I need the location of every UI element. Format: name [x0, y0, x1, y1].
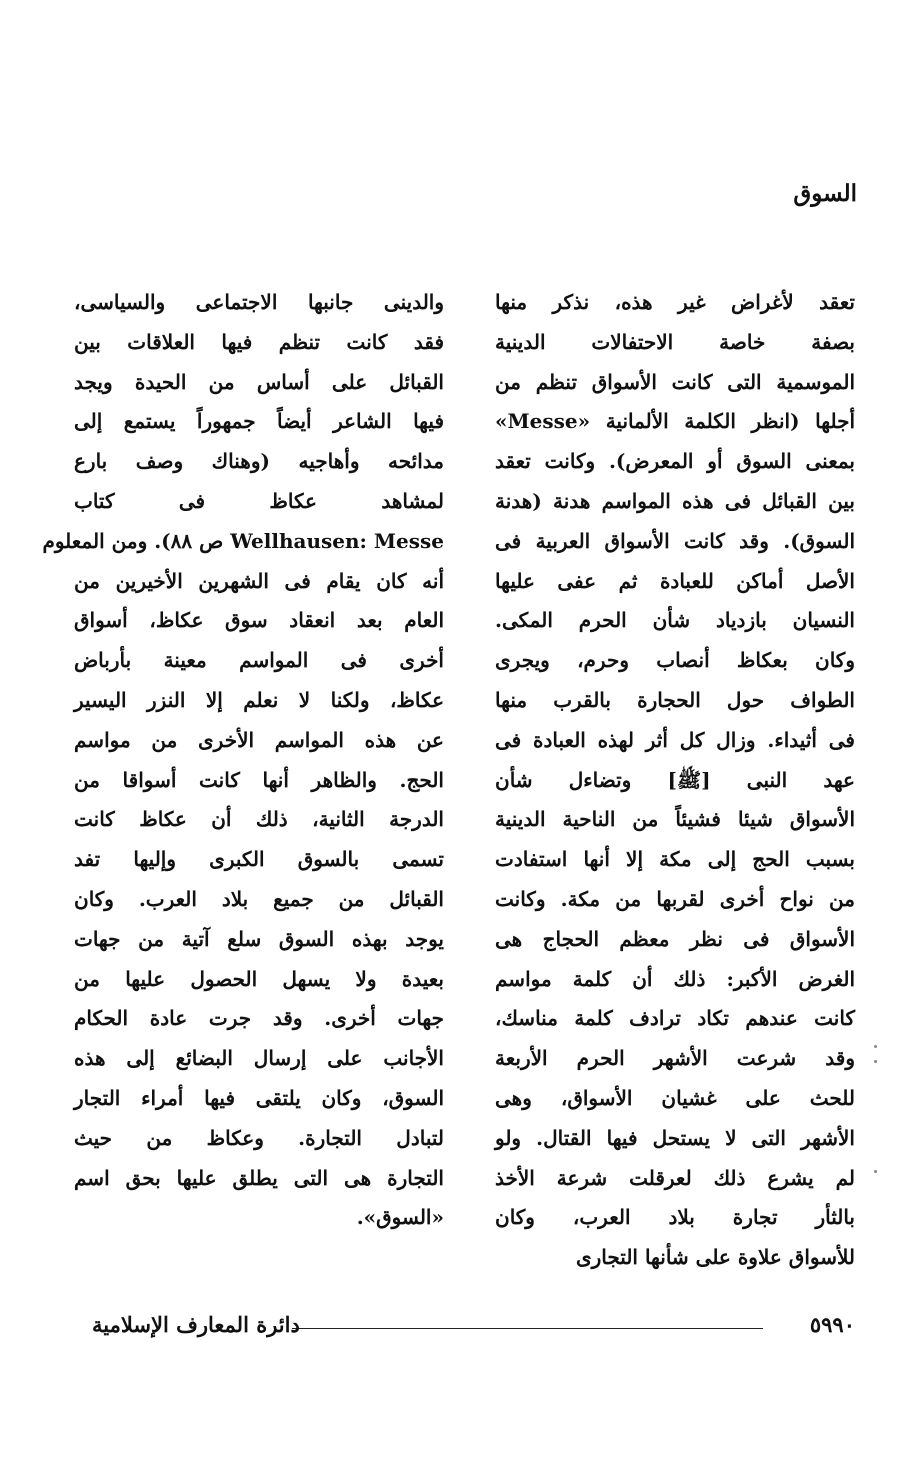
text-line: النسيان بازدياد شأن الحرم المكى.: [495, 608, 855, 633]
text-line: بعيدة ولا يسهل الحصول عليها من: [74, 966, 444, 991]
scan-speck: [874, 1060, 877, 1063]
text-line: فقد كانت تنظم فيها العلاقات بين: [74, 329, 444, 354]
text-line: من نواح أخرى لقربها من مكة. وكانت: [495, 886, 855, 911]
text-line: القبائل على أساس من الحيدة ويجد: [74, 369, 444, 394]
text-line: بسبب الحج إلى مكة إلا أنها استفادت: [495, 847, 855, 872]
footer-rule: [292, 1328, 763, 1329]
page-footer: [92, 1312, 855, 1344]
text-line: الأشهر التى لا يستحل فيها القتال. ولو: [495, 1125, 855, 1150]
text-line: عهد النبى [ﷺ] وتضاءل شأن: [495, 767, 855, 792]
text-line: عكاظ، ولكنا لا نعلم إلا النزر اليسير: [74, 687, 444, 712]
text-line: الأصل أماكن للعبادة ثم عفى عليها: [495, 568, 855, 593]
text-line: للأسواق علاوة على شأنها التجارى: [575, 1245, 855, 1270]
text-line: لمشاهد عكاظ فى كتاب: [74, 488, 444, 513]
publication-title: دائرة المعارف الإسلامية: [92, 1312, 300, 1337]
text-line: الأسواق شيئا فشيئاً من الناحية الدينية: [495, 807, 855, 832]
text-line: جهات أخرى. وقد جرت عادة الحكام: [74, 1006, 444, 1031]
text-line: بالثأر تجارة بلاد العرب، وكان: [495, 1205, 855, 1230]
text-line: وكان بعكاظ أنصاب وحرم، ويجرى: [495, 648, 855, 673]
text-line: بمعنى السوق أو المعرض). وكانت تعقد: [495, 449, 855, 474]
text-line: التجارة هى التى يطلق عليها بحق اسم: [74, 1165, 444, 1190]
text-line: تعقد لأغراض غير هذه، نذكر منها: [495, 290, 855, 314]
text-line: أخرى فى المواسم معينة بأرباض: [74, 648, 444, 673]
page-number: ٥٩٩٠: [809, 1312, 855, 1337]
text-line: الأسواق فى نظر معظم الحجاج هى: [495, 926, 855, 951]
text-line: القبائل من جميع بلاد العرب. وكان: [74, 886, 444, 911]
text-line: عن هذه المواسم الأخرى من مواسم: [74, 727, 444, 752]
text-line: السوق، وكان يلتقى فيها أمراء التجار: [74, 1085, 444, 1110]
text-line: الموسمية التى كانت الأسواق تنظم من: [495, 369, 855, 394]
text-line: الدرجة الثانية، ذلك أن عكاظ كانت: [74, 807, 444, 832]
text-line: يوجد بهذه السوق سلع آتية من جهات: [74, 926, 444, 951]
text-line: الأجانب على إرسال البضائع إلى هذه: [74, 1046, 444, 1071]
text-line: أنه كان يقام فى الشهرين الأخيرين من: [74, 568, 444, 593]
text-line: والدينى جانبها الاجتماعى والسياسى،: [74, 290, 444, 314]
text-column-left: [42, 283, 444, 1238]
text-line: لتبادل التجارة. وعكاظ من حيث: [74, 1125, 444, 1150]
text-line: بين القبائل فى هذه المواسم هدنة (هدنة: [495, 488, 855, 513]
text-line: الحج. والظاهر أنها كانت أسواقا من: [74, 767, 444, 792]
text-line: أجلها (انظر الكلمة الألمانية «Messe»: [495, 409, 855, 434]
scan-speck: [874, 1045, 877, 1048]
text-line: وقد شرعت الأشهر الحرم الأربعة: [495, 1046, 855, 1071]
text-line: بصفة خاصة الاحتفالات الدينية: [495, 329, 855, 354]
running-header: [793, 180, 857, 207]
text-line: لم يشرع ذلك لعرقلت شرعة الأخذ: [495, 1165, 855, 1190]
text-line: كانت عندهم تكاد ترادف كلمة مناسك،: [495, 1006, 855, 1031]
text-line: العام بعد انعقاد سوق عكاظ، أسواق: [74, 608, 444, 633]
text-line: فى أثيداء. وزال كل أثر لهذه العبادة فى: [495, 727, 855, 752]
text-line: تسمى بالسوق الكبرى وإليها تفد: [74, 847, 444, 872]
text-line: للحث على غشيان الأسواق، وهى: [495, 1085, 855, 1110]
text-line: الغرض الأكبر: ذلك أن كلمة مواسم: [495, 966, 855, 991]
text-line: فيها الشاعر أيضاً جمهوراً يستمع إلى: [74, 409, 444, 434]
text-line: «السوق».: [356, 1205, 444, 1230]
text-line: Wellhausen: Messe ص ٨٨). ومن المعلوم: [42, 528, 444, 553]
text-line: الطواف حول الحجارة بالقرب منها: [495, 687, 855, 712]
text-line: مدائحه وأهاجيه (وهناك وصف بارع: [74, 449, 444, 474]
text-column-right: [495, 283, 855, 1278]
scan-speck: [874, 1170, 877, 1173]
text-line: السوق). وقد كانت الأسواق العربية فى: [495, 528, 855, 553]
page-title: السوق: [793, 180, 857, 207]
